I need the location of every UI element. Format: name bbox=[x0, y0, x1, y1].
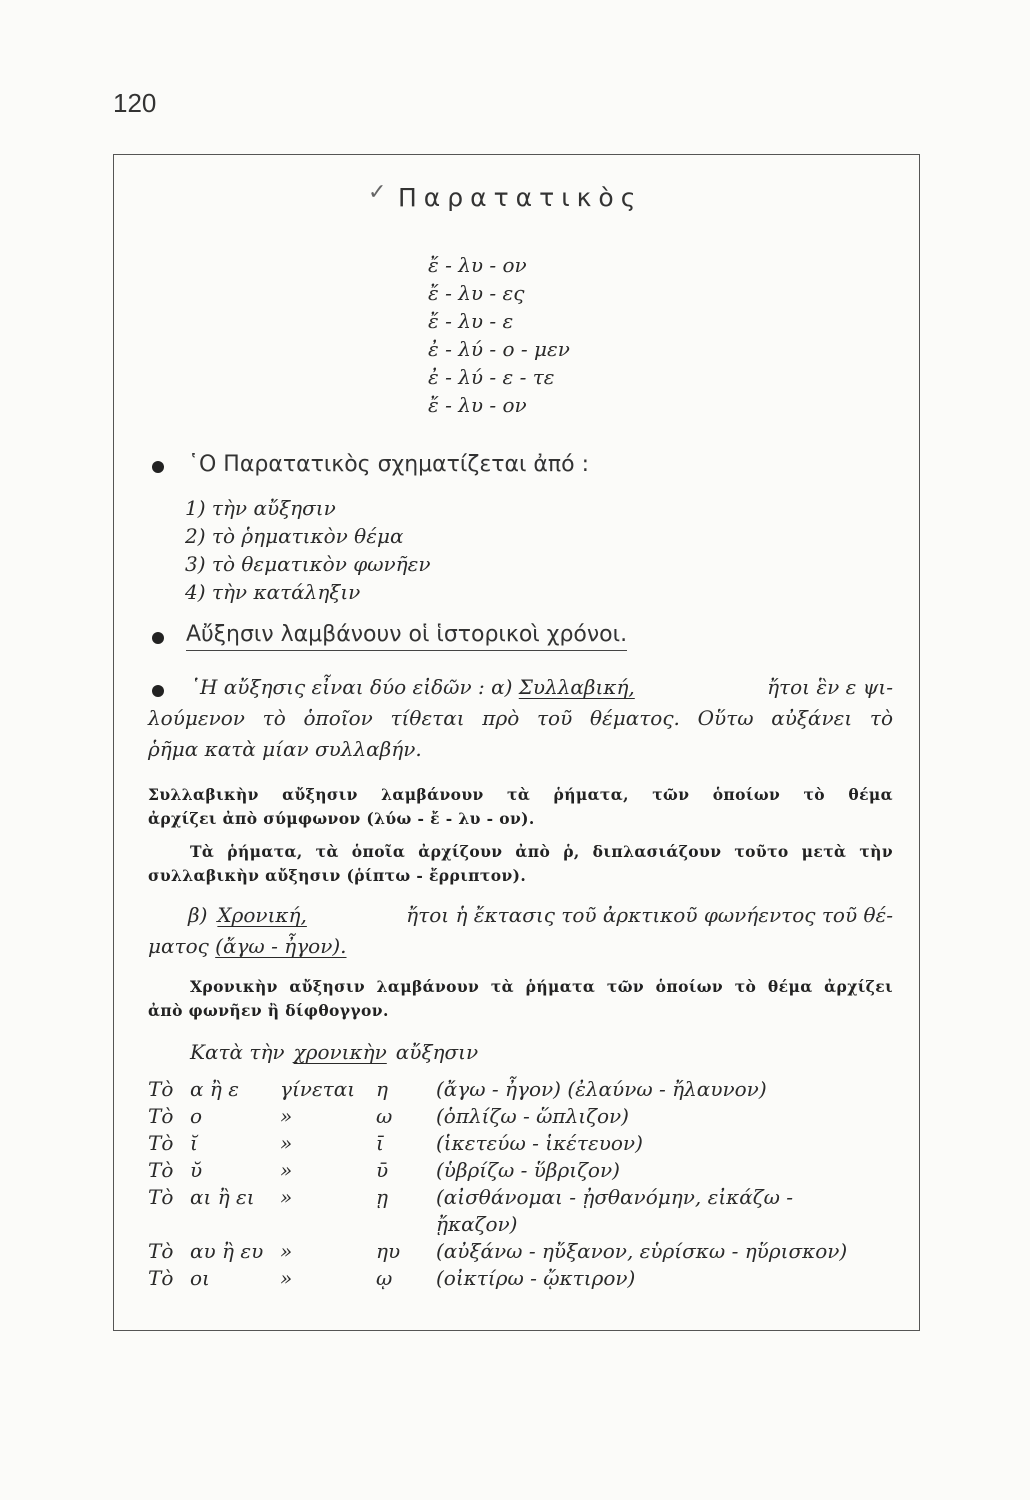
row-vowel-to: ῡ bbox=[376, 1158, 389, 1182]
table-row bbox=[148, 1103, 868, 1130]
bullet-icon bbox=[152, 461, 164, 473]
temporal-label: β) bbox=[188, 903, 208, 927]
row-verb: » bbox=[280, 1104, 293, 1128]
row-vowel-from: α ἢ ε bbox=[190, 1077, 239, 1101]
row-example: (οἰκτίρω - ᾤκτιρον) bbox=[436, 1266, 636, 1290]
conjugation-form: ἔ - λυ - ον bbox=[428, 253, 527, 277]
row-verb: » bbox=[280, 1158, 293, 1182]
row-example: ᾔκαζον) bbox=[436, 1212, 518, 1236]
augment-table bbox=[148, 1076, 868, 1292]
row-vowel-from: ο bbox=[190, 1104, 203, 1128]
check-mark-icon: ✓ bbox=[368, 180, 387, 205]
rho-rule-line1: Τὰ ῥήματα, τὰ ὁποῖα ἀρχίζουν ἀπὸ ῥ, διπλασιάζουν τοῦτο μετὰ τὴν bbox=[190, 842, 893, 861]
bullet-icon bbox=[152, 632, 164, 644]
row-vowel-to: ῃ bbox=[376, 1185, 388, 1209]
temporal-rule bbox=[148, 975, 893, 1023]
syllabic-rule-line2: ἀρχίζει ἀπὸ σύμφωνον (λύω - ἔ - λυ - ον). bbox=[148, 809, 535, 828]
row-article: Τὸ bbox=[148, 1104, 174, 1128]
row-verb bbox=[280, 1211, 376, 1238]
table-heading-c: αὔξησιν bbox=[395, 1040, 479, 1064]
row-example: (αὐξάνω - ηὔξανον, εὑρίσκω - ηὕρισκον) bbox=[436, 1239, 848, 1263]
augment-kinds-paragraph bbox=[148, 672, 893, 765]
row-vowel-from: ῐ bbox=[190, 1131, 198, 1155]
conjugation-form: ἔ - λυ - ον bbox=[428, 393, 527, 417]
row-vowel-to: ω bbox=[376, 1104, 393, 1128]
row-vowel-to bbox=[376, 1211, 436, 1238]
syllabic-term: Συλλαβική, bbox=[518, 675, 635, 699]
table-row bbox=[148, 1238, 868, 1265]
rho-rule bbox=[148, 840, 893, 888]
row-vowel-from: οι bbox=[190, 1266, 210, 1290]
temporal-rule-line1: Χρονικὴν αὔξησιν λαμβάνουν τὰ ῥήματα τῶν ὁποίων τὸ θέμα ἀρχίζει bbox=[190, 977, 893, 996]
syllabic-rule bbox=[148, 783, 893, 831]
section-title: Παρατατικὸς bbox=[398, 183, 643, 212]
table-row bbox=[148, 1130, 868, 1157]
row-vowel-from bbox=[190, 1211, 280, 1238]
formation-item: 2) τὸ ῥηματικὸν θέμα bbox=[185, 524, 404, 548]
row-example: (αἰσθάνομαι - ᾐσθανόμην, εἰκάζω - bbox=[436, 1185, 794, 1209]
row-vowel-to: η bbox=[376, 1077, 388, 1101]
temporal-line1-rest: ἤτοι ἡ ἔκτασις τοῦ ἀρκτικοῦ φωνήεντος τοῦ θέ- bbox=[406, 903, 893, 927]
row-vowel-to: ῳ bbox=[376, 1266, 393, 1290]
rho-rule-line2: συλλαβικὴν αὔξησιν (ῥίπτω - ἔρριπτον). bbox=[148, 866, 527, 885]
row-example: (ἱκετεύω - ἱκέτευον) bbox=[436, 1131, 643, 1155]
row-article: Τὸ bbox=[148, 1185, 174, 1209]
row-vowel-from: αυ ἢ ευ bbox=[190, 1239, 264, 1263]
row-verb: » bbox=[280, 1266, 293, 1290]
syllabic-rule-line1: Συλλαβικὴν αὔξησιν λαμβάνουν τὰ ῥήματα, τῶν ὁποίων τὸ θέμα bbox=[148, 785, 893, 804]
temporal-rule-line2: ἀπὸ φωνῆεν ἢ δίφθογγον. bbox=[148, 1001, 389, 1020]
row-verb: γίνεται bbox=[280, 1077, 356, 1101]
row-vowel-from: αι ἢ ει bbox=[190, 1185, 255, 1209]
row-example: (ὁπλίζω - ὥπλιζον) bbox=[436, 1104, 629, 1128]
conjugation-form: ἐ - λύ - ο - μεν bbox=[428, 337, 570, 361]
augment-intro: ῾Η αὔξησις εἶναι δύο εἰδῶν : α) bbox=[190, 675, 513, 699]
table-row bbox=[148, 1211, 868, 1238]
table-row bbox=[148, 1076, 868, 1103]
table-heading-a: Κατὰ τὴν bbox=[190, 1040, 285, 1064]
table-heading-b: χρονικὴν bbox=[293, 1040, 387, 1064]
augment-note: Αὔξησιν λαμβάνουν οἱ ἱστορικοὶ χρόνοι. bbox=[186, 622, 627, 651]
temporal-example: (ἄγω - ἦγον). bbox=[215, 934, 347, 958]
row-verb: » bbox=[280, 1131, 293, 1155]
table-row bbox=[148, 1184, 868, 1211]
formation-heading: ῾Ο Παρατατικὸς σχηματίζεται ἀπό : bbox=[188, 452, 590, 477]
row-example: (ὑβρίζω - ὕβριζον) bbox=[436, 1158, 620, 1182]
row-article: Τὸ bbox=[148, 1077, 174, 1101]
augment-line1-rest: ἤτοι ἓν ε ψι- bbox=[767, 675, 893, 699]
row-article: Τὸ bbox=[148, 1158, 174, 1182]
row-article: Τὸ bbox=[148, 1239, 174, 1263]
row-vowel-from: ῠ bbox=[190, 1158, 203, 1182]
row-article: Τὸ bbox=[148, 1266, 174, 1290]
formation-item: 3) τὸ θεματικὸν φωνῆεν bbox=[185, 552, 431, 576]
conjugation-form: ἔ - λυ - ε bbox=[428, 309, 514, 333]
temporal-term: Χρονική, bbox=[217, 903, 307, 927]
row-vowel-to: ῑ bbox=[376, 1131, 384, 1155]
table-row bbox=[148, 1157, 868, 1184]
temporal-line2-a: ματος bbox=[148, 934, 209, 958]
conjugation-form: ἐ - λύ - ε - τε bbox=[428, 365, 555, 389]
conjugation-form: ἔ - λυ - ες bbox=[428, 281, 525, 305]
row-vowel-to: ηυ bbox=[376, 1239, 401, 1263]
formation-item: 4) τὴν κατάληξιν bbox=[185, 580, 361, 604]
row-verb: » bbox=[280, 1185, 293, 1209]
augment-line3: ῥῆμα κατὰ μίαν συλλαβήν. bbox=[148, 737, 422, 761]
formation-item: 1) τὴν αὔξησιν bbox=[185, 496, 336, 520]
page-number: 120 bbox=[113, 88, 157, 118]
temporal-paragraph bbox=[148, 900, 893, 962]
row-article: Τὸ bbox=[148, 1131, 174, 1155]
augment-line2: λούμενον τὸ ὁποῖον τίθεται πρὸ τοῦ θέματος. Οὕτω αὐξάνει τὸ bbox=[148, 706, 893, 730]
table-row bbox=[148, 1265, 868, 1292]
row-verb: » bbox=[280, 1239, 293, 1263]
row-example: (ἄγω - ἦγον) (ἐλαύνω - ἤλαυνον) bbox=[436, 1077, 767, 1101]
table-heading bbox=[190, 1040, 478, 1064]
row-article bbox=[148, 1211, 190, 1238]
